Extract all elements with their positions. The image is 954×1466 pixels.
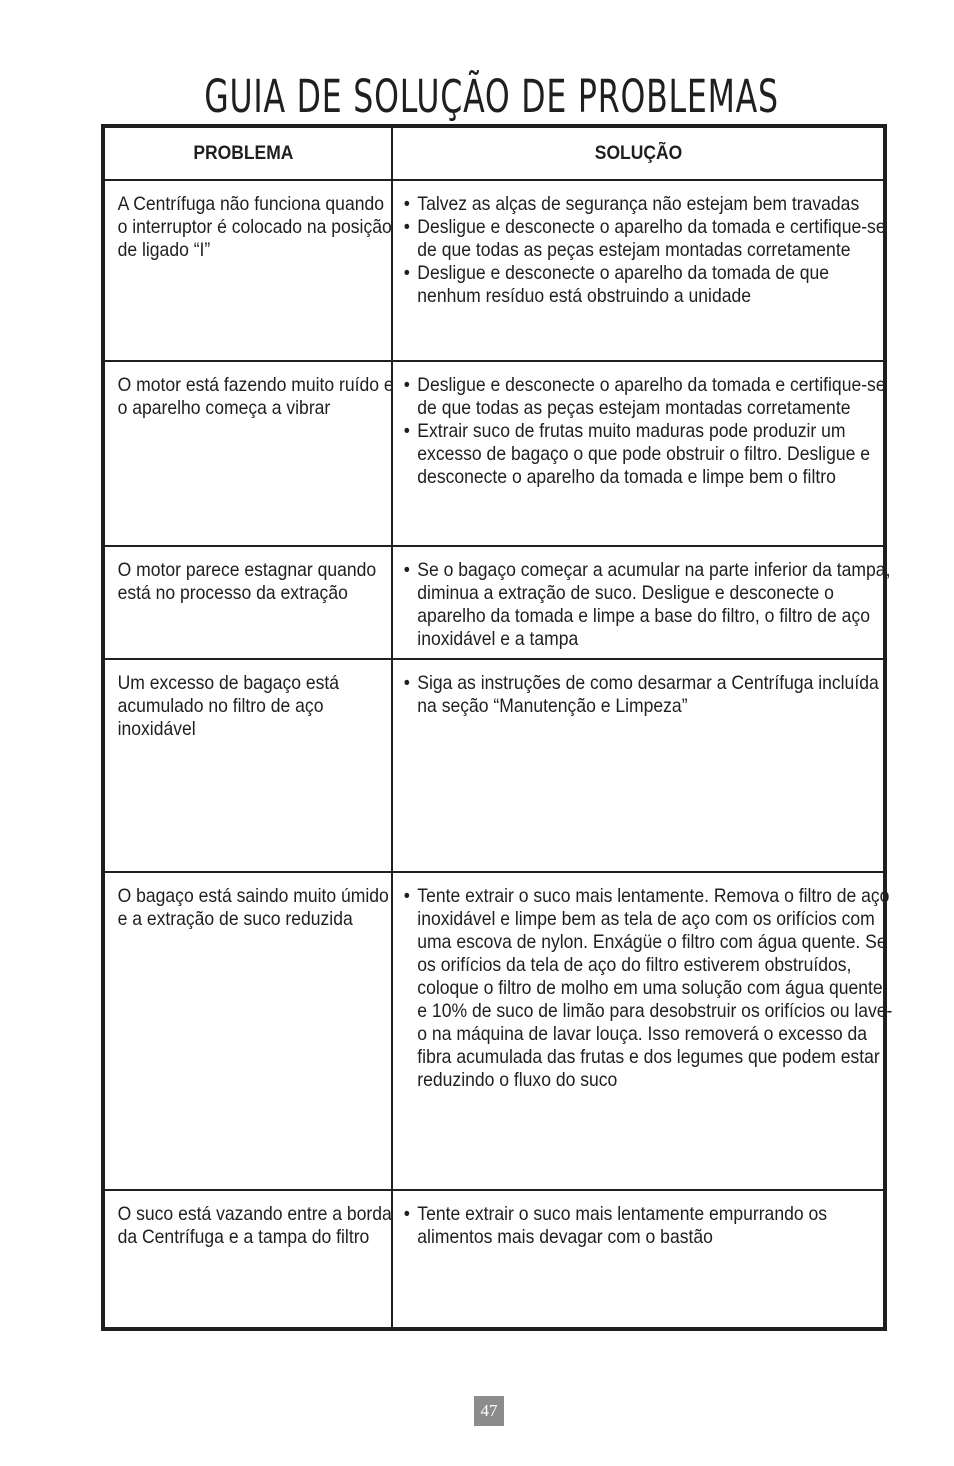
troubleshooting-table [101,124,893,1331]
solution-item: • Desligue e desconecte o aparelho da tomada e certifique-se de que todas as peças estejam montadas corretamente [404,216,894,262]
solution-cell [392,361,885,546]
solution-cell [392,546,891,659]
solution-cell [392,872,893,1190]
solution-cell [392,659,885,872]
problem-cell: O motor está fazendo muito ruído e o aparelho começa a vibrar [103,361,392,546]
solution-item: • Tente extrair o suco mais lentamente empurrando os alimentos mais devagar com o bastão [404,1203,894,1249]
header-problem: PROBLEMA [103,126,392,180]
solution-cell [392,180,885,361]
solution-item: • Se o bagaço começar a acumular na parte inferior da tampa, diminua a extração de suco. Desligue e desconecte o aparelho da tomada e limpe a base do filtro, o filtro de aço inoxidável e a tampa [404,559,894,651]
table-header-row [103,126,885,180]
solution-cell [392,1190,885,1329]
solution-item: • Siga as instruções de como desarmar a Centrífuga incluída na seção “Manutenção e Limpeza” [404,672,894,718]
page-number: 47 [474,1396,504,1426]
table-row [103,546,885,659]
solution-item: • Extrair suco de frutas muito maduras pode produzir um excesso de bagaço o que pode obstruir o filtro. Desligue e desconecte o aparelho da tomada e limpe bem o filtro [404,420,894,489]
problem-cell: A Centrífuga não funciona quando o interruptor é colocado na posição de ligado “I” [103,180,392,361]
table-row [103,180,885,361]
table-row [103,872,885,1190]
table-row [103,659,885,872]
solution-item: • Desligue e desconecte o aparelho da tomada de que nenhum resíduo está obstruindo a unidade [404,262,894,308]
problem-cell: O bagaço está saindo muito úmido e a extração de suco reduzida [103,872,392,1190]
solution-item: • Talvez as alças de segurança não estejam bem travadas [404,193,894,216]
page-title: GUIA DE SOLUÇÃO DE PROBLEMAS [204,70,779,123]
header-solution: SOLUÇÃO [392,126,885,180]
problem-cell: O suco está vazando entre a borda da Centrífuga e a tampa do filtro [103,1190,392,1329]
table-row [103,1190,885,1329]
problem-cell: Um excesso de bagaço está acumulado no filtro de aço inoxidável [103,659,392,872]
solution-item: • Desligue e desconecte o aparelho da tomada e certifique-se de que todas as peças estejam montadas corretamente [404,374,894,420]
table-row [103,361,885,546]
problem-cell: O motor parece estagnar quando está no processo da extração [103,546,392,659]
solution-item: • Tente extrair o suco mais lentamente. Remova o filtro de aço inoxidável e limpe bem as tela de aço com os orifícios com uma escova de nylon. Enxágüe o filtro com água quente. Se os orifícios da tela de aço do filtro estiverem obstruídos, coloque o filtro de molho em uma solução com água quente e 10% de suco de limão para desobstruir os orifícios ou lave-o na máquina de lavar louça. Isso removerá o excesso da fibra acumulada das frutas e dos legumes que podem estar reduzindo o fluxo do suco [404,885,894,1092]
